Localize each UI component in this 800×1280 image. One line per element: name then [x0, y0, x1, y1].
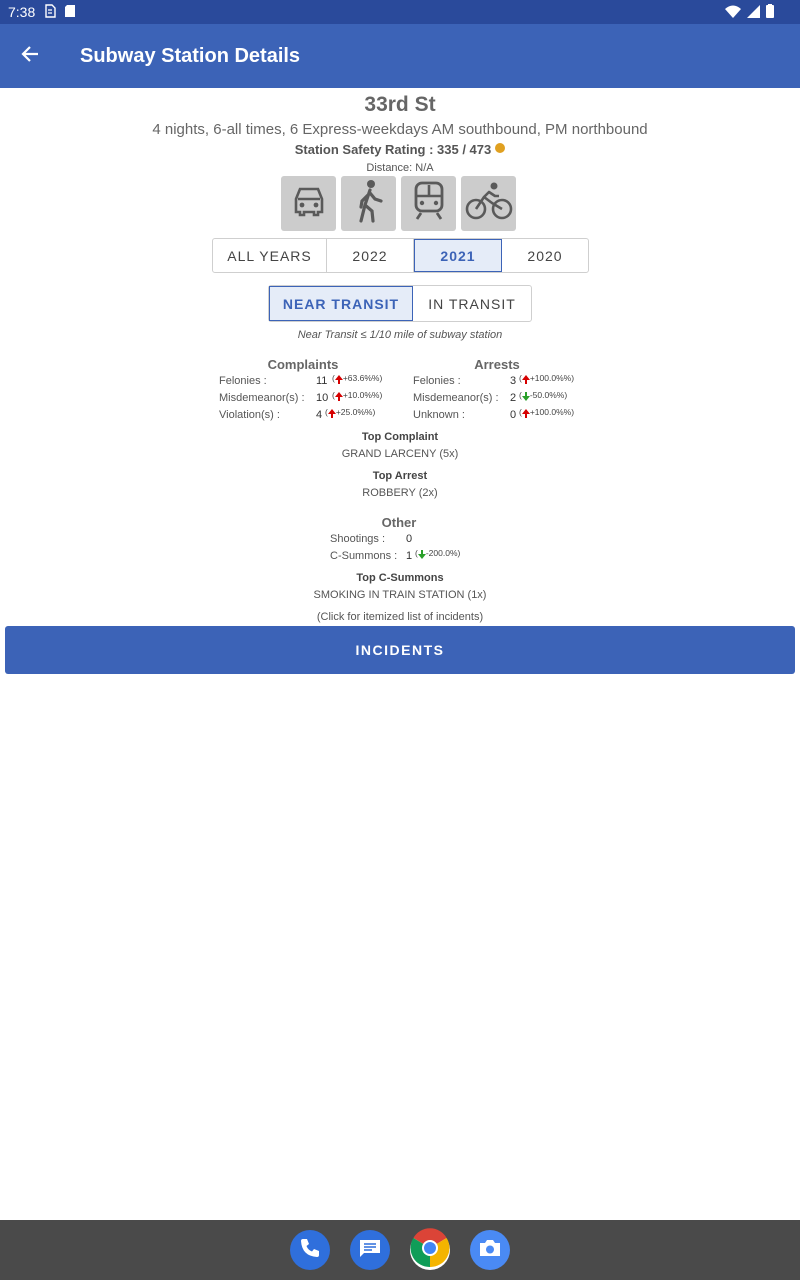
safety-rating-text: Station Safety Rating : 335 / 473: [294, 142, 492, 157]
stat-label: Misdemeanor(s) :: [413, 392, 499, 404]
stat-label: Felonies :: [413, 375, 461, 387]
stat-change: ( -50.0%%): [519, 390, 568, 400]
bike-mode-button[interactable]: [461, 176, 516, 231]
walk-icon: [354, 179, 384, 228]
arrests-felonies-row: [413, 375, 593, 389]
arrow-up-icon: [335, 392, 343, 397]
stat-change: ( +10.0%%): [332, 390, 383, 400]
stat-value: 4: [316, 409, 323, 421]
stat-value: 10: [316, 392, 329, 404]
arrow-up-icon: [328, 409, 336, 414]
stat-change: ( +100.0%%): [519, 373, 575, 383]
status-bar: [0, 0, 800, 24]
incidents-button[interactable]: INCIDENTS: [5, 626, 795, 674]
camera-app-icon: [478, 1238, 502, 1263]
safety-rating: [0, 142, 800, 157]
top-complaint-label: Top Complaint: [361, 431, 439, 443]
arrow-down-icon: [522, 396, 530, 401]
stat-label: Felonies :: [219, 375, 267, 387]
status-time: 7:38: [8, 4, 36, 20]
complaints-misdemeanor-row: [219, 392, 399, 406]
train-icon: [412, 181, 446, 226]
battery-icon: [766, 4, 774, 21]
back-button[interactable]: [20, 44, 52, 68]
transit-note: Near Transit ≤ 1/10 mile of subway station: [297, 329, 503, 341]
stat-change: ( +63.6%%): [332, 373, 383, 383]
signal-icon: [747, 5, 760, 21]
year-tab-2021[interactable]: 2021: [414, 239, 502, 272]
arrow-up-icon: [335, 375, 343, 380]
csummons-row: [330, 550, 490, 564]
distance-text: Distance: N/A: [366, 162, 434, 174]
stat-value: 3: [510, 375, 517, 387]
top-arrest-label: Top Arrest: [372, 470, 428, 482]
car-icon: [290, 184, 328, 223]
stat-change: ( -200.0%): [415, 548, 461, 558]
top-arrest-value: ROBBERY (2x): [362, 487, 438, 499]
bike-icon: [465, 181, 513, 226]
shootings-row: [330, 533, 490, 547]
messages-app-icon: [358, 1237, 382, 1264]
arrests-misdemeanor-row: [413, 392, 593, 406]
complaints-felonies-row: [219, 375, 399, 389]
train-mode-button[interactable]: [401, 176, 456, 231]
system-dock: [0, 1220, 800, 1280]
phone-app-button[interactable]: [290, 1230, 330, 1270]
other-heading: Other: [381, 515, 417, 530]
arrests-heading: Arrests: [474, 357, 520, 372]
arrow-up-icon: [522, 375, 530, 380]
sim-icon: [44, 4, 56, 21]
station-name: 33rd St: [364, 93, 436, 116]
transport-mode-bar: [281, 176, 516, 231]
stat-label: C-Summons :: [330, 550, 398, 562]
arrests-unknown-row: [413, 409, 593, 423]
complaints-violation-row: [219, 409, 399, 423]
stat-value: 2: [510, 392, 517, 404]
chrome-app-button[interactable]: [410, 1230, 450, 1270]
year-tab-2022[interactable]: 2022: [327, 239, 414, 272]
stat-value: 11: [316, 375, 328, 387]
tab-in-transit[interactable]: IN TRANSIT: [428, 295, 516, 312]
walk-mode-button[interactable]: [341, 176, 396, 231]
sd-card-icon: [64, 4, 76, 21]
page-title: Subway Station Details: [80, 45, 301, 67]
stat-change: ( +100.0%%): [519, 407, 575, 417]
stat-value: 0: [406, 533, 413, 545]
chrome-app-icon: [410, 1228, 450, 1273]
top-csummons-label: Top C-Summons: [356, 572, 444, 584]
stat-label: Shootings :: [330, 533, 386, 545]
tab-near-transit[interactable]: NEAR TRANSIT: [269, 286, 413, 321]
stat-label: Unknown :: [413, 409, 465, 421]
wifi-icon: [725, 5, 741, 21]
stat-value: 0: [510, 409, 517, 421]
year-selector: [212, 238, 589, 273]
click-hint: (Click for itemized list of incidents): [316, 611, 484, 623]
phone-app-icon: [299, 1237, 321, 1264]
stat-change: ( +25.0%%): [325, 407, 376, 417]
arrow-back-icon: [20, 51, 40, 68]
messages-app-button[interactable]: [350, 1230, 390, 1270]
safety-indicator-dot: [495, 143, 505, 153]
app-bar: [0, 24, 800, 88]
top-complaint-value: GRAND LARCENY (5x): [341, 448, 459, 460]
year-tab-all[interactable]: ALL YEARS: [213, 239, 327, 272]
arrow-down-icon: [418, 554, 426, 559]
top-csummons-value: SMOKING IN TRAIN STATION (1x): [313, 589, 487, 601]
year-tab-2020[interactable]: 2020: [527, 247, 563, 264]
stat-value: 1: [406, 550, 413, 562]
station-lines: 4 nights, 6-all times, 6 Express-weekdays AM southbound, PM northbound: [152, 121, 648, 138]
stat-label: Violation(s) :: [219, 409, 280, 421]
arrow-up-icon: [522, 409, 530, 414]
transit-selector: [268, 285, 532, 322]
stat-label: Misdemeanor(s) :: [219, 392, 305, 404]
car-mode-button[interactable]: [281, 176, 336, 231]
camera-app-button[interactable]: [470, 1230, 510, 1270]
complaints-heading: Complaints: [267, 357, 339, 372]
